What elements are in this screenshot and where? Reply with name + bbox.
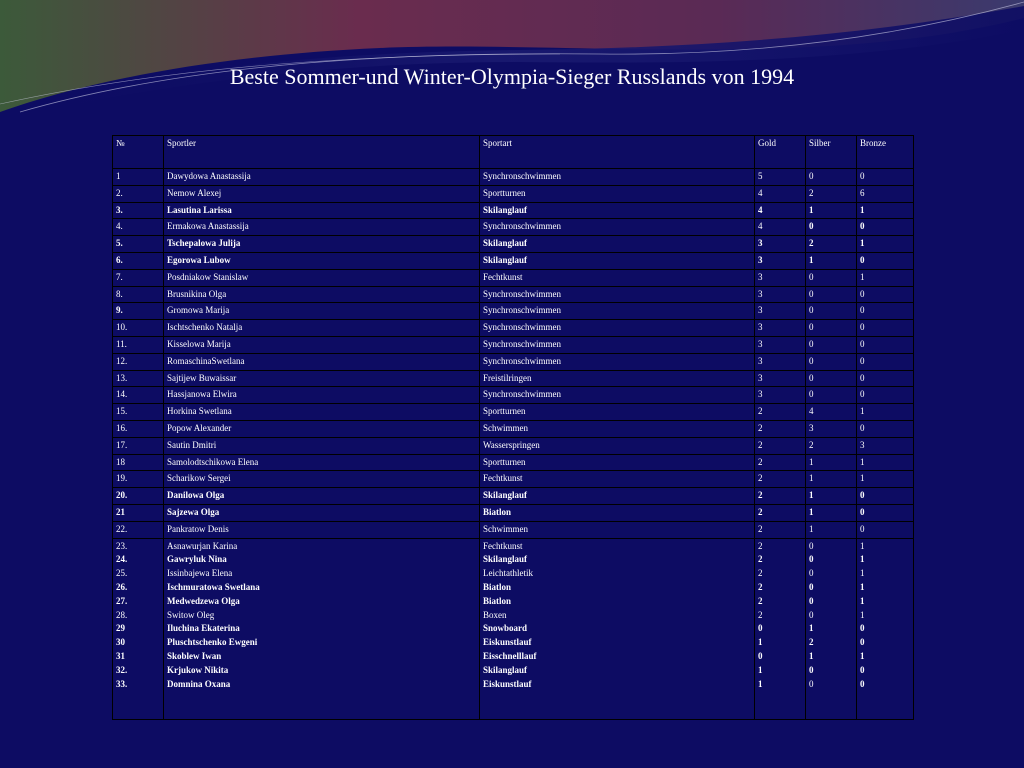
bronze-count: 0 [857, 521, 914, 538]
row-number: 3. [113, 202, 164, 219]
sport-name: Sportturnen [480, 454, 755, 471]
athlete-name: Danilowa Olga [164, 488, 480, 505]
athlete-name: Samolodtschikowa Elena [164, 454, 480, 471]
bronze-count: 0 [857, 488, 914, 505]
silver-count: 2 [806, 185, 857, 202]
bronze-count: 0 [857, 336, 914, 353]
gold-count: 3 [755, 387, 806, 404]
silver-count: 1 [809, 623, 814, 634]
sport-name-column [480, 538, 755, 719]
table-row [113, 420, 914, 437]
row-number: 21 [113, 504, 164, 521]
row-number: 7. [113, 269, 164, 286]
sport-name: Synchronschwimmen [480, 286, 755, 303]
sport-name: Synchronschwimmen [480, 169, 755, 186]
bronze-count: 0 [857, 286, 914, 303]
silver-count: 0 [806, 286, 857, 303]
row-number: 9. [113, 303, 164, 320]
table-row [113, 370, 914, 387]
row-number: 19. [113, 471, 164, 488]
table-row [113, 488, 914, 505]
athlete-name: Nemow Alexej [164, 185, 480, 202]
row-number: 2. [113, 185, 164, 202]
athlete-name: Lasutina Larissa [164, 202, 480, 219]
sport-name: Biatlon [483, 595, 512, 606]
silver-count: 0 [806, 269, 857, 286]
table-header-row [113, 136, 914, 169]
athlete-name: Pankratow Denis [164, 521, 480, 538]
sport-name: Boxen [483, 609, 507, 620]
athlete-name: Iluchina Ekaterina [167, 623, 240, 634]
column-header-sport: Sportart [480, 136, 755, 169]
gold-count-column [755, 538, 806, 719]
silver-count: 0 [806, 219, 857, 236]
sport-name: Skilanglauf [480, 488, 755, 505]
athlete-name: Kisselowa Marija [164, 336, 480, 353]
gold-count: 0 [758, 650, 763, 661]
row-number: 30 [116, 637, 125, 648]
gold-count: 2 [755, 504, 806, 521]
silver-count: 1 [806, 252, 857, 269]
silver-count: 1 [806, 471, 857, 488]
silver-count: 1 [806, 521, 857, 538]
sport-name: Eiskunstlauf [483, 678, 532, 689]
silver-count: 2 [806, 236, 857, 253]
sport-name: Skilanglauf [480, 236, 755, 253]
sport-name: Skilanglauf [480, 202, 755, 219]
athlete-name: Tschepalowa Julija [164, 236, 480, 253]
column-header-bronze: Bronze [857, 136, 914, 169]
sport-name: Fechtkunst [480, 471, 755, 488]
athlete-name: Dawydowa Anastassija [164, 169, 480, 186]
bronze-count: 1 [860, 650, 865, 661]
bronze-count: 0 [857, 320, 914, 337]
row-number: 20. [113, 488, 164, 505]
gold-count: 2 [758, 540, 763, 551]
gold-count: 4 [755, 185, 806, 202]
athlete-name: RomaschinaSwetlana [164, 353, 480, 370]
bronze-count: 0 [857, 370, 914, 387]
sport-name: Fechtkunst [483, 540, 523, 551]
sport-name: Sportturnen [480, 404, 755, 421]
sport-name: Skilanglauf [483, 664, 528, 675]
athlete-name: Brusnikina Olga [164, 286, 480, 303]
table-row [113, 252, 914, 269]
gold-count: 3 [755, 269, 806, 286]
row-number: 18 [113, 454, 164, 471]
bronze-count: 1 [860, 581, 865, 592]
sport-name: Synchronschwimmen [480, 353, 755, 370]
row-number: 23. [116, 540, 128, 551]
athlete-name: Switow Oleg [167, 609, 215, 620]
athlete-name: Gawryluk Nina [167, 554, 227, 565]
bronze-count: 1 [860, 554, 865, 565]
gold-count: 2 [758, 609, 763, 620]
silver-count-column [806, 538, 857, 719]
athlete-name: Krjukow Nikita [167, 664, 229, 675]
bronze-count: 0 [857, 252, 914, 269]
gold-count: 0 [758, 623, 763, 634]
gold-count: 2 [755, 521, 806, 538]
athlete-name: Popow Alexander [164, 420, 480, 437]
bronze-count: 0 [857, 387, 914, 404]
bronze-count: 1 [860, 568, 865, 579]
table-row [113, 404, 914, 421]
bronze-count: 0 [857, 219, 914, 236]
athlete-name: Sajtijew Buwaissar [164, 370, 480, 387]
row-number: 24. [116, 554, 128, 565]
sport-name: Schwimmen [480, 521, 755, 538]
athlete-name: Scharikow Sergei [164, 471, 480, 488]
row-number: 29 [116, 623, 125, 634]
athlete-name: Sautin Dmitri [164, 437, 480, 454]
silver-count: 0 [809, 595, 814, 606]
gold-count: 2 [758, 554, 763, 565]
sport-name: Eiskunstlauf [483, 637, 532, 648]
silver-count: 2 [809, 637, 814, 648]
row-number: 14. [113, 387, 164, 404]
gold-count: 2 [758, 568, 763, 579]
bronze-count: 1 [857, 269, 914, 286]
table-row [113, 303, 914, 320]
slide-title: Beste Sommer-und Winter-Olympia-Sieger Russlands von 1994 [229, 64, 795, 89]
gold-count: 5 [755, 169, 806, 186]
row-number: 16. [113, 420, 164, 437]
row-number: 13. [113, 370, 164, 387]
bronze-count: 1 [857, 404, 914, 421]
row-number: 12. [113, 353, 164, 370]
gold-count: 3 [755, 236, 806, 253]
table-row [113, 336, 914, 353]
athlete-name: Ischtschenko Natalja [164, 320, 480, 337]
silver-count: 0 [809, 568, 814, 579]
silver-count: 1 [806, 488, 857, 505]
sport-name: Fechtkunst [480, 269, 755, 286]
silver-count: 1 [806, 454, 857, 471]
row-number: 17. [113, 437, 164, 454]
bronze-count: 0 [860, 623, 865, 634]
row-number: 28. [116, 609, 128, 620]
gold-count: 2 [758, 581, 763, 592]
bronze-count: 1 [857, 454, 914, 471]
gold-count: 1 [758, 637, 763, 648]
column-header-gold: Gold [755, 136, 806, 169]
athlete-name: Medwedzewa Olga [167, 595, 240, 606]
bronze-count: 1 [857, 202, 914, 219]
row-number: 31 [116, 650, 125, 661]
gold-count: 2 [755, 488, 806, 505]
table-row [113, 320, 914, 337]
sport-name: Schwimmen [480, 420, 755, 437]
gold-count: 2 [755, 454, 806, 471]
gold-count: 1 [758, 678, 763, 689]
athlete-name: Posdniakow Stanislaw [164, 269, 480, 286]
silver-count: 0 [809, 609, 814, 620]
row-number: 22. [113, 521, 164, 538]
bronze-count: 1 [860, 540, 865, 551]
gold-count: 4 [755, 219, 806, 236]
table-row [113, 286, 914, 303]
silver-count: 0 [806, 370, 857, 387]
row-number: 32. [116, 664, 128, 675]
gold-count: 2 [755, 437, 806, 454]
bronze-count: 0 [857, 420, 914, 437]
sport-name: Freistilringen [480, 370, 755, 387]
table-row [113, 269, 914, 286]
gold-count: 2 [755, 404, 806, 421]
bronze-count-column [857, 538, 914, 719]
athlete-name: Horkina Swetlana [164, 404, 480, 421]
bronze-count: 0 [857, 504, 914, 521]
athlete-name: Skoblew Iwan [167, 650, 222, 661]
row-number: 6. [113, 252, 164, 269]
bronze-count: 0 [860, 664, 865, 675]
sport-name: Synchronschwimmen [480, 219, 755, 236]
gold-count: 2 [755, 420, 806, 437]
row-number: 4. [113, 219, 164, 236]
row-number: 5. [113, 236, 164, 253]
row-number: 1 [113, 169, 164, 186]
gold-count: 2 [755, 471, 806, 488]
table-row [113, 471, 914, 488]
silver-count: 1 [806, 504, 857, 521]
bronze-count: 1 [860, 595, 865, 606]
table-row [113, 219, 914, 236]
bronze-count: 1 [857, 236, 914, 253]
row-number: 27. [116, 595, 128, 606]
silver-count: 1 [809, 650, 814, 661]
medal-table [112, 135, 914, 720]
athlete-name: Ermakowa Anastassija [164, 219, 480, 236]
bronze-count: 3 [857, 437, 914, 454]
silver-count: 0 [806, 303, 857, 320]
silver-count: 2 [806, 437, 857, 454]
bronze-count: 6 [857, 185, 914, 202]
silver-count: 0 [809, 678, 814, 689]
silver-count: 0 [806, 169, 857, 186]
athlete-name: Asnawurjan Karina [167, 540, 238, 551]
table-row [113, 504, 914, 521]
sport-name: Eisschnelllauf [483, 650, 537, 661]
column-header-athlete: Sportler [164, 136, 480, 169]
sport-name: Wasserspringen [480, 437, 755, 454]
gold-count: 4 [755, 202, 806, 219]
sport-name: Synchronschwimmen [480, 336, 755, 353]
silver-count: 3 [806, 420, 857, 437]
table-row [113, 454, 914, 471]
gold-count: 1 [758, 664, 763, 675]
athlete-name: Domnina Oxana [167, 678, 231, 689]
athlete-name: Gromowa Marija [164, 303, 480, 320]
column-header-number: № [113, 136, 164, 169]
row-number: 33. [116, 678, 128, 689]
row-number: 26. [116, 581, 128, 592]
silver-count: 0 [806, 353, 857, 370]
sport-name: Sportturnen [480, 185, 755, 202]
silver-count: 0 [809, 664, 814, 675]
table-row [113, 353, 914, 370]
bronze-count: 0 [857, 353, 914, 370]
row-number: 10. [113, 320, 164, 337]
gold-count: 3 [755, 303, 806, 320]
sport-name: Snowboard [483, 623, 528, 634]
athlete-name: Pluschtschenko Ewgeni [167, 637, 258, 648]
gold-count: 3 [755, 252, 806, 269]
silver-count: 0 [806, 320, 857, 337]
athlete-name: Hassjanowa Elwira [164, 387, 480, 404]
athlete-name-column [164, 538, 480, 719]
row-number: 15. [113, 404, 164, 421]
row-number-column [113, 538, 164, 719]
sport-name: Synchronschwimmen [480, 387, 755, 404]
athlete-name: Issinbajewa Elena [167, 568, 233, 579]
bronze-count: 0 [857, 303, 914, 320]
gold-count: 3 [755, 320, 806, 337]
table-row [113, 387, 914, 404]
sport-name: Synchronschwimmen [480, 303, 755, 320]
athlete-name: Sajzewa Olga [164, 504, 480, 521]
silver-count: 0 [809, 540, 814, 551]
athlete-name: Ischmuratowa Swetlana [167, 581, 260, 592]
row-number: 11. [113, 336, 164, 353]
table-row [113, 437, 914, 454]
table-row [113, 185, 914, 202]
table-row-group [113, 538, 914, 719]
gold-count: 3 [755, 336, 806, 353]
sport-name: Leichtathletik [483, 568, 533, 579]
column-header-silver: Silber [806, 136, 857, 169]
silver-count: 0 [806, 387, 857, 404]
sport-name: Biatlon [483, 581, 512, 592]
silver-count: 0 [809, 581, 814, 592]
silver-count: 0 [806, 336, 857, 353]
bronze-count: 0 [860, 678, 865, 689]
gold-count: 3 [755, 286, 806, 303]
sport-name: Skilanglauf [483, 554, 528, 565]
table-row [113, 236, 914, 253]
row-number: 25. [116, 568, 128, 579]
gold-count: 3 [755, 353, 806, 370]
table-row [113, 202, 914, 219]
row-number: 8. [113, 286, 164, 303]
table-row [113, 169, 914, 186]
bronze-count: 0 [860, 637, 865, 648]
sport-name: Biatlon [480, 504, 755, 521]
silver-count: 0 [809, 554, 814, 565]
sport-name: Skilanglauf [480, 252, 755, 269]
table-row [113, 521, 914, 538]
silver-count: 4 [806, 404, 857, 421]
athlete-name: Egorowa Lubow [164, 252, 480, 269]
gold-count: 2 [758, 595, 763, 606]
bronze-count: 1 [860, 609, 865, 620]
silver-count: 1 [806, 202, 857, 219]
gold-count: 3 [755, 370, 806, 387]
bronze-count: 0 [857, 169, 914, 186]
bronze-count: 1 [857, 471, 914, 488]
sport-name: Synchronschwimmen [480, 320, 755, 337]
